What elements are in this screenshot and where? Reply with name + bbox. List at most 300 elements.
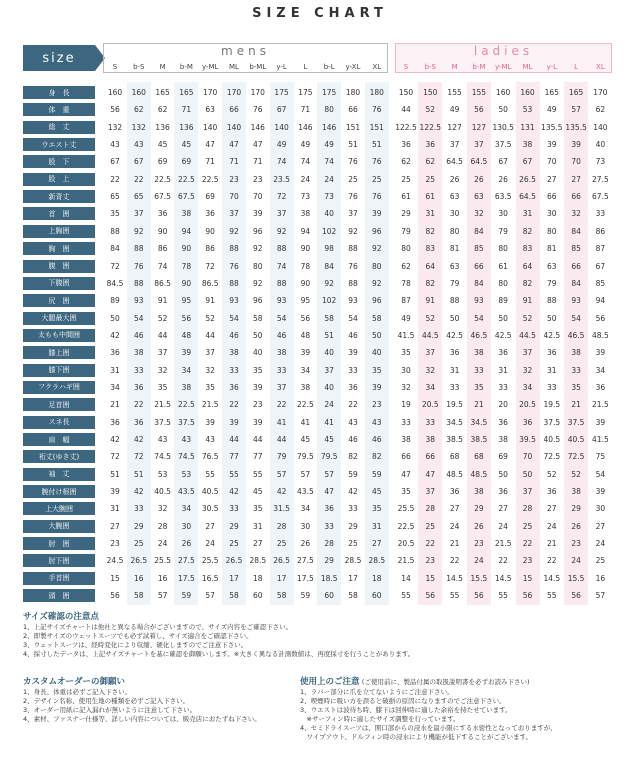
- ladies-cell: 79: [401, 226, 411, 236]
- mens-cell: 38: [276, 348, 287, 358]
- mens-cell: 26.5: [130, 556, 148, 566]
- ladies-size-label: ML: [522, 63, 533, 71]
- mens-cell: 76: [253, 105, 263, 115]
- mens-cell: 66: [348, 105, 358, 115]
- mens-cell: 65: [134, 192, 144, 202]
- ladies-cell: 31: [498, 365, 508, 375]
- mens-cell: 34: [181, 504, 192, 514]
- ladies-cell: 41.5: [397, 330, 415, 340]
- mens-cell: 74: [276, 261, 287, 271]
- ladies-cell: 14.5: [446, 573, 463, 583]
- ladies-cell: 64.5: [470, 157, 488, 167]
- mens-cell: 24: [205, 539, 215, 549]
- ladies-cell: 48.5: [470, 469, 488, 479]
- ladies-cell: 63: [449, 261, 460, 271]
- ladies-cell: 15.5: [470, 573, 488, 583]
- ladies-size-label: L: [574, 63, 579, 71]
- mens-cell: 90: [181, 278, 192, 288]
- row-label: 股 上: [23, 173, 95, 186]
- mens-cell: 36: [110, 417, 120, 427]
- mens-cell: 52: [205, 313, 215, 323]
- mens-cell: 93: [348, 296, 358, 306]
- ladies-cell: 66: [547, 192, 557, 202]
- mens-cell: 59: [348, 469, 358, 479]
- ladies-cell: 39: [595, 487, 606, 497]
- ladies-cell: 30: [449, 209, 460, 219]
- mens-cell: 93: [276, 296, 287, 306]
- mens-cell: 32: [205, 365, 215, 375]
- mens-cell: 42: [110, 435, 120, 444]
- mens-cell: 52: [157, 313, 168, 323]
- ladies-cell: 34: [522, 382, 533, 392]
- mens-cell: 44: [229, 435, 239, 444]
- mens-cell: 165: [179, 88, 194, 97]
- ladies-cell: 53: [522, 105, 533, 115]
- ladies-cell: 80: [547, 226, 557, 236]
- mens-cell: 51: [134, 469, 144, 479]
- mens-cell: 26.5: [273, 556, 290, 566]
- mens-cell: 28.5: [368, 556, 386, 566]
- ladies-cell: 39: [571, 140, 581, 150]
- ladies-cell: 38: [522, 140, 533, 150]
- mens-size-label: S: [112, 63, 118, 71]
- row-label: 膝下囲: [23, 364, 95, 377]
- ladies-cell: 24: [498, 521, 508, 531]
- ladies-cell: 40.5: [543, 435, 561, 444]
- ladies-cell: 38: [474, 487, 484, 497]
- ladies-cell: 88: [449, 296, 460, 306]
- ladies-cell: 37: [449, 140, 460, 150]
- ladies-cell: 34.5: [470, 417, 488, 427]
- ladies-cell: 131: [520, 122, 535, 132]
- ladies-cell: 50: [498, 313, 508, 323]
- mens-cell: 59: [300, 591, 311, 601]
- mens-cell: 37.5: [178, 417, 195, 427]
- mens-cell: 37: [348, 209, 358, 219]
- row-label: 胸 囲: [23, 242, 95, 255]
- mens-cell: 23: [253, 174, 263, 184]
- mens-cell: 82: [372, 452, 382, 462]
- mens-cell: 90: [157, 226, 168, 236]
- mens-cell: 74: [324, 157, 334, 167]
- mens-size-label: XL: [372, 63, 382, 71]
- ladies-cell: 55: [547, 591, 557, 601]
- ladies-cell: 29: [474, 504, 484, 514]
- mens-cell: 69: [157, 157, 168, 167]
- mens-cell: 36: [324, 504, 334, 514]
- mens-cell: 32: [157, 365, 168, 375]
- mens-cell: 36: [229, 382, 239, 392]
- mens-cell: 53: [157, 469, 168, 479]
- mens-cell: 170: [226, 88, 242, 97]
- ladies-cell: 93: [571, 296, 581, 306]
- page-title: SIZE CHART: [252, 6, 388, 21]
- mens-cell: 71: [205, 157, 215, 167]
- mens-cell: 57: [276, 469, 287, 479]
- ladies-cell: 37: [522, 348, 533, 358]
- mens-cell: 76.5: [201, 452, 219, 462]
- mens-cell: 22.5: [178, 174, 195, 184]
- note-line: 1、身長、体重は必ずご記入下さい。: [23, 688, 132, 696]
- ladies-cell: 33: [449, 382, 460, 392]
- mens-cell: 23: [253, 400, 263, 410]
- ladies-cell: 135.5: [565, 122, 587, 132]
- ladies-cell: 70: [571, 157, 581, 167]
- ladies-cell: 22: [547, 556, 557, 566]
- mens-cell: 151: [345, 122, 361, 132]
- mens-cell: 94: [300, 226, 311, 236]
- mens-cell: 74.5: [178, 452, 195, 462]
- mens-cell: 37: [276, 209, 287, 219]
- mens-cell: 38: [181, 382, 192, 392]
- ladies-cell: 21.5: [494, 539, 512, 549]
- mens-cell: 36: [157, 209, 168, 219]
- mens-cell: 39: [253, 209, 263, 219]
- ladies-cell: 62: [401, 261, 411, 271]
- ladies-cell: 57: [571, 105, 581, 115]
- mens-cell: 73: [324, 192, 334, 202]
- row-label: 大腿最大囲: [23, 312, 95, 325]
- mens-cell: 102: [322, 226, 337, 236]
- row-label: 上大腕囲: [23, 502, 95, 515]
- ladies-cell: 36: [425, 140, 436, 150]
- mens-cell: 76: [134, 261, 144, 271]
- ladies-cell: 63: [449, 192, 460, 202]
- ladies-size-label: S: [403, 63, 409, 71]
- mens-cell: 59: [372, 469, 382, 479]
- mens-cell: 92: [372, 244, 382, 254]
- mens-cell: 72: [134, 452, 144, 462]
- ladies-cell: 21: [547, 539, 557, 549]
- ladies-cell: 56: [571, 591, 581, 601]
- mens-cell: 28.5: [249, 556, 267, 566]
- ladies-cell: 140: [593, 122, 608, 132]
- ladies-cell: 155: [447, 88, 462, 97]
- ladies-cell: 14.5: [494, 573, 512, 583]
- mens-cell: 42: [110, 330, 120, 340]
- mens-cell: 35: [157, 382, 168, 392]
- ladies-cell: 19.5: [543, 400, 561, 410]
- ladies-cell: 30: [547, 209, 557, 219]
- ladies-cell: 31: [547, 365, 557, 375]
- usage-notes: [300, 675, 630, 741]
- mens-cell: 71: [229, 157, 239, 167]
- ladies-cell: 35: [401, 487, 411, 497]
- ladies-cell: 85: [474, 244, 484, 254]
- mens-cell: 92: [134, 226, 144, 236]
- row-label: 下腹囲: [23, 277, 95, 290]
- mens-cell: 76: [372, 157, 382, 167]
- ladies-cell: 19.5: [446, 400, 463, 410]
- mens-cell: 24: [324, 400, 334, 410]
- ladies-cell: 39.5: [519, 435, 536, 444]
- mens-cell: 92: [229, 226, 239, 236]
- ladies-cell: 27.5: [592, 174, 609, 184]
- ladies-cell: 52: [571, 469, 581, 479]
- mens-cell: 34: [300, 504, 311, 514]
- mens-cell: 58: [372, 313, 382, 323]
- note-line: 2、即製サイズのウェットスーツでも必ず試着し、サイズ適合をご確認下さい。: [23, 632, 253, 640]
- mens-cell: 24: [300, 174, 311, 184]
- ladies-cell: 35: [571, 382, 581, 392]
- note-line: 4、採寸したデータは、上記サイズチャートを基に確認を御願いします。※大きく異なる計測数値は、再度採寸を行うことがあります。: [23, 650, 415, 658]
- mens-size-label: y-ML: [201, 63, 219, 71]
- ladies-cell: 150: [398, 88, 414, 97]
- mens-cell: 170: [250, 88, 265, 97]
- note-line: 1、上記サイズチャートは他社と異なる場合がございますので、サイズ内容をご確認下さい。: [23, 623, 293, 631]
- ladies-cell: 49: [401, 313, 411, 323]
- mens-cell: 44: [253, 435, 263, 444]
- mens-cell: 46: [276, 330, 287, 340]
- mens-cell: 25: [348, 174, 358, 184]
- ladies-cell: 30: [498, 209, 508, 219]
- mens-cell: 69: [205, 192, 215, 202]
- mens-cell: 67: [134, 157, 144, 167]
- mens-cell: 22.5: [297, 400, 314, 410]
- row-label: 膝上囲: [23, 346, 95, 359]
- ladies-cell: 40.5: [567, 435, 585, 444]
- mens-cell: 23.5: [273, 174, 290, 184]
- ladies-cell: 67.5: [592, 192, 609, 202]
- mens-cell: 16.5: [201, 573, 219, 583]
- mens-cell: 93: [134, 296, 144, 306]
- ladies-cell: 22.5: [397, 521, 415, 531]
- ladies-cell: 26: [474, 174, 484, 184]
- mens-cell: 67: [276, 105, 287, 115]
- mens-cell: 33: [324, 521, 334, 531]
- mens-cell: 38: [181, 209, 192, 219]
- ladies-cell: 37: [425, 487, 436, 497]
- ladies-size-label: y-L: [546, 63, 558, 71]
- mens-cell: 40.5: [154, 487, 171, 497]
- mens-cell: 90: [300, 278, 311, 288]
- mens-cell: 80: [253, 261, 263, 271]
- mens-cell: 39: [229, 417, 239, 427]
- mens-cell: 98: [324, 244, 334, 254]
- row-label: 首 囲: [23, 207, 95, 220]
- row-label: 足首囲: [23, 398, 95, 411]
- ladies-cell: 24: [474, 556, 484, 566]
- mens-cell: 53: [181, 469, 192, 479]
- ladies-cell: 38: [571, 487, 581, 497]
- mens-cell: 62: [134, 105, 144, 115]
- mens-cell: 46: [348, 330, 358, 340]
- mens-cell: 25: [134, 539, 144, 549]
- mens-cell: 40: [324, 348, 334, 358]
- mens-cell: 29: [229, 521, 239, 531]
- mens-cell: 35: [372, 365, 382, 375]
- note-line: 1、ラバー部分に爪を立てないようにご注意下さい。: [300, 688, 454, 696]
- ladies-cell: 62: [401, 157, 411, 167]
- mens-cell: 74: [300, 157, 311, 167]
- mens-cell: 74: [157, 261, 168, 271]
- ladies-cell: 48.5: [446, 469, 463, 479]
- ladies-cell: 35: [401, 348, 411, 358]
- ladies-cell: 63: [474, 192, 484, 202]
- ladies-cell: 91: [425, 296, 436, 306]
- mens-cell: 175: [298, 88, 313, 97]
- note-line: 3、ウエストは波待ち時、膝下は回伸時に適した余裕を持たせています。: [300, 706, 512, 714]
- mens-cell: 50: [110, 313, 120, 323]
- ladies-cell: 42.5: [543, 330, 561, 340]
- ladies-cell: 66: [401, 452, 411, 462]
- ladies-cell: 170: [593, 88, 608, 97]
- mens-cell: 25: [372, 174, 382, 184]
- mens-cell: 44: [205, 330, 215, 340]
- mens-cell: 33: [229, 504, 239, 514]
- mens-cell: 17: [229, 573, 239, 583]
- note-line: 2、デザイン名称、使用生地の種類を必ずご記入下さい。: [23, 697, 190, 705]
- ladies-cell: 34: [425, 382, 436, 392]
- mens-cell: 17: [276, 573, 287, 583]
- ladies-cell: 36: [547, 348, 557, 358]
- mens-cell: 57: [300, 469, 311, 479]
- ladies-size-label: b-M: [472, 63, 486, 71]
- ladies-cell: 75: [595, 452, 606, 462]
- mens-cell: 43.5: [297, 487, 314, 497]
- ladies-cell: 40: [595, 140, 606, 150]
- mens-cell: 77: [229, 452, 239, 462]
- mens-cell: 69: [181, 157, 192, 167]
- mens-cell: 70: [253, 192, 263, 202]
- ladies-cell: 14: [401, 573, 411, 583]
- ladies-cell: 64: [522, 261, 533, 271]
- mens-cell: 40: [324, 209, 334, 219]
- mens-cell: 37.5: [154, 417, 171, 427]
- mens-cell: 140: [203, 122, 218, 132]
- mens-cell: 38: [300, 209, 311, 219]
- ladies-cell: 29: [401, 209, 411, 219]
- ladies-cell: 66: [571, 192, 581, 202]
- row-label: 肘 囲: [23, 537, 95, 550]
- ladies-cell: 91: [522, 296, 533, 306]
- ladies-cell: 70: [547, 157, 557, 167]
- ladies-cell: 33: [474, 365, 484, 375]
- mens-cell: 88: [348, 244, 358, 254]
- ladies-cell: 26: [498, 174, 508, 184]
- ladies-cell: 31: [522, 209, 533, 219]
- mens-cell: 70: [229, 192, 239, 202]
- mens-cell: 37: [134, 209, 144, 219]
- ladies-cell: 52: [425, 313, 436, 323]
- mens-cell: 56: [110, 591, 120, 601]
- mens-cell: 44: [276, 435, 287, 444]
- ladies-cell: 35: [474, 382, 484, 392]
- ladies-cell: 36: [449, 348, 460, 358]
- mens-cell: 92: [253, 278, 263, 288]
- ladies-cell: 22: [522, 539, 533, 549]
- ladies-cell: 56: [522, 591, 533, 601]
- mens-cell: 17.5: [297, 573, 314, 583]
- ladies-cell: 38: [474, 348, 484, 358]
- ladies-cell: 29: [571, 504, 581, 514]
- mens-cell: 27: [253, 539, 263, 549]
- ladies-cell: 50: [498, 469, 508, 479]
- mens-cell: 25: [276, 539, 287, 549]
- mens-cell: 92: [348, 226, 358, 236]
- mens-cell: 86: [205, 244, 215, 254]
- ladies-cell: 25: [425, 174, 436, 184]
- mens-cell: 67.5: [178, 192, 195, 202]
- mens-cell: 26.5: [225, 556, 243, 566]
- ladies-cell: 80: [401, 244, 411, 254]
- mens-size-label: M: [159, 63, 166, 71]
- ladies-cell: 72.5: [567, 452, 585, 462]
- mens-cell: 32: [157, 504, 168, 514]
- ladies-cell: 33: [401, 417, 411, 427]
- note-line: ワイプアウト、ドルフィン時の浸水により機能が低下することがございます。: [300, 733, 532, 741]
- mens-cell: 49: [276, 140, 287, 150]
- ladies-cell: 50: [449, 313, 460, 323]
- mens-cell: 43.5: [178, 487, 195, 497]
- mens-size-label: ML: [229, 63, 239, 71]
- mens-cell: 47: [324, 487, 334, 497]
- mens-cell: 45: [157, 140, 168, 150]
- mens-cell: 60: [324, 591, 334, 601]
- mens-cell: 18: [372, 573, 382, 583]
- ladies-cell: 52: [522, 313, 533, 323]
- ladies-cell: 36: [522, 417, 533, 427]
- ladies-cell: 20.5: [421, 400, 439, 410]
- ladies-size-label: b-S: [424, 63, 436, 71]
- mens-cell: 22: [276, 400, 287, 410]
- row-label: 身 長: [23, 86, 95, 99]
- ladies-cell: 56: [474, 591, 484, 601]
- ladies-cell: 89: [498, 296, 508, 306]
- note-line: 4、セミドライスーツは、開口部からの浸水を最小限にする水密性となっておりますが、: [300, 724, 557, 732]
- ladies-cell: 42.5: [446, 330, 463, 340]
- mens-cell: 22.5: [154, 174, 171, 184]
- ladies-cell: 27: [547, 504, 557, 514]
- row-label: 太もも中間囲: [23, 329, 95, 342]
- mens-cell: 94: [181, 226, 192, 236]
- ladies-cell: 82: [522, 278, 533, 288]
- mens-cell: 46: [229, 330, 239, 340]
- mens-cell: 47: [205, 140, 215, 150]
- ladies-cell: 49: [547, 105, 557, 115]
- ladies-cell: 83: [522, 244, 533, 254]
- mens-cell: 92: [276, 226, 287, 236]
- row-label: 総 丈: [23, 121, 95, 134]
- mens-cell: 95: [300, 296, 311, 306]
- mens-cell: 49: [324, 140, 334, 150]
- mens-cell: 93: [229, 296, 239, 306]
- mens-cell: 38: [229, 348, 239, 358]
- ladies-cell: 66: [425, 452, 436, 462]
- ladies-cell: 50: [547, 313, 557, 323]
- mens-cell: 39: [205, 417, 215, 427]
- ladies-cell: 26: [571, 521, 581, 531]
- mens-cell: 16: [134, 573, 144, 583]
- ladies-cell: 37: [474, 140, 484, 150]
- ladies-cell: 84: [571, 278, 581, 288]
- mens-cell: 62: [157, 105, 168, 115]
- ladies-cell: 25: [401, 174, 411, 184]
- mens-title: mens: [221, 44, 270, 58]
- mens-cell: 92: [253, 244, 263, 254]
- ladies-cell: 160: [496, 88, 511, 97]
- mens-cell: 90: [300, 244, 311, 254]
- mens-cell: 54: [134, 313, 144, 323]
- mens-cell: 37: [324, 365, 334, 375]
- mens-cell: 27: [110, 521, 120, 531]
- mens-cell: 160: [107, 88, 123, 97]
- ladies-cell: 33: [571, 365, 581, 375]
- ladies-cell: 48.5: [592, 330, 609, 340]
- mens-cell: 54: [229, 313, 239, 323]
- ladies-cell: 64: [425, 261, 436, 271]
- mens-cell: 27.5: [297, 556, 314, 566]
